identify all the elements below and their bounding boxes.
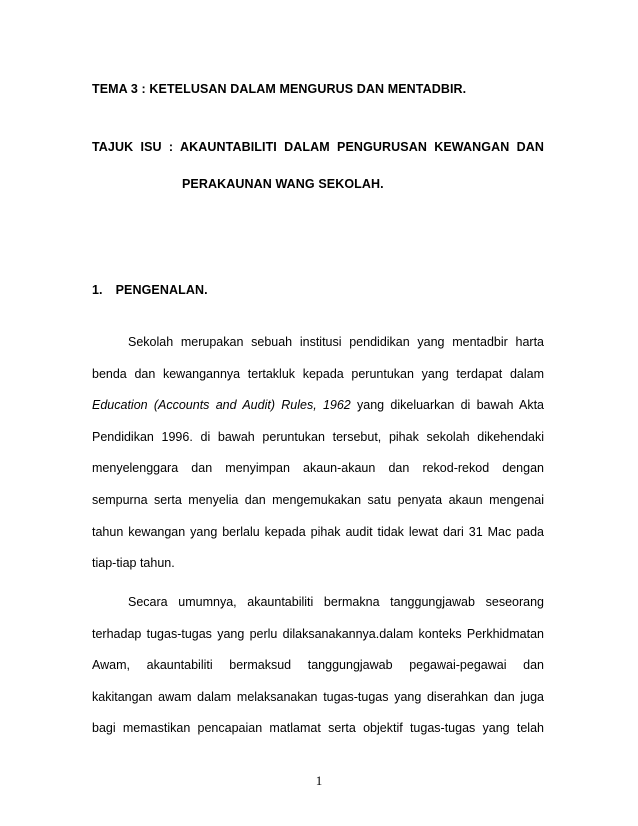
paragraph-line bbox=[92, 390, 544, 422]
paragraph-line: Pendidikan 1996. di bawah peruntukan tersebut, pihak sekolah dikehendaki bbox=[92, 429, 544, 444]
paragraph-text: yang dikeluarkan di bawah Akta bbox=[350, 398, 544, 413]
paragraph-line: sempurna serta menyelia dan mengemukakan satu penyata akaun mengenai bbox=[92, 492, 544, 507]
paragraph-line: tahun kewangan yang berlalu kepada pihak audit tidak lewat dari 31 Mac pada bbox=[92, 524, 544, 539]
paragraph-line: Awam, akauntabiliti bermaksud tanggungjawab pegawai-pegawai dan bbox=[92, 658, 544, 673]
paragraph-line: Sekolah merupakan sebuah institusi pendidikan yang mentadbir harta bbox=[128, 335, 544, 349]
page-number: 1 bbox=[315, 773, 323, 788]
paragraph-line: benda dan kewangannya tertakluk kepada peruntukan yang terdapat dalam bbox=[92, 366, 544, 381]
paragraph-line: Secara umumnya, akauntabiliti bermakna tanggungjawab seseorang bbox=[128, 595, 544, 609]
introduction-paragraph-1 bbox=[92, 327, 544, 580]
paragraph-line: kakitangan awam dalam melaksanakan tugas-tugas yang diserahkan dan juga bbox=[92, 689, 544, 704]
paragraph-line: bagi memastikan pencapaian matlamat serta objektif tugas-tugas yang telah bbox=[92, 721, 544, 736]
paragraph-line: menyelenggara dan menyimpan akaun-akaun dan rekod-rekod dengan bbox=[92, 461, 544, 476]
issue-title-line-2: PERAKAUNAN WANG SEKOLAH. bbox=[182, 177, 384, 191]
paragraph-line: terhadap tugas-tugas yang perlu dilaksanakannya.dalam konteks Perkhidmatan bbox=[92, 626, 544, 641]
introduction-paragraph-2 bbox=[92, 587, 544, 745]
theme-heading: TEMA 3 : KETELUSAN DALAM MENGURUS DAN MENTADBIR. bbox=[92, 82, 467, 96]
section-heading bbox=[92, 283, 208, 297]
section-number: 1. bbox=[92, 283, 103, 297]
issue-title-line-1: TAJUK ISU : AKAUNTABILITI DALAM PENGURUSAN KEWANGAN DAN bbox=[92, 140, 544, 154]
section-title: PENGENALAN. bbox=[115, 283, 208, 297]
paragraph-line: tiap-tiap tahun. bbox=[92, 556, 175, 571]
regulation-title: Education (Accounts and Audit) Rules, 1962 bbox=[92, 398, 351, 413]
